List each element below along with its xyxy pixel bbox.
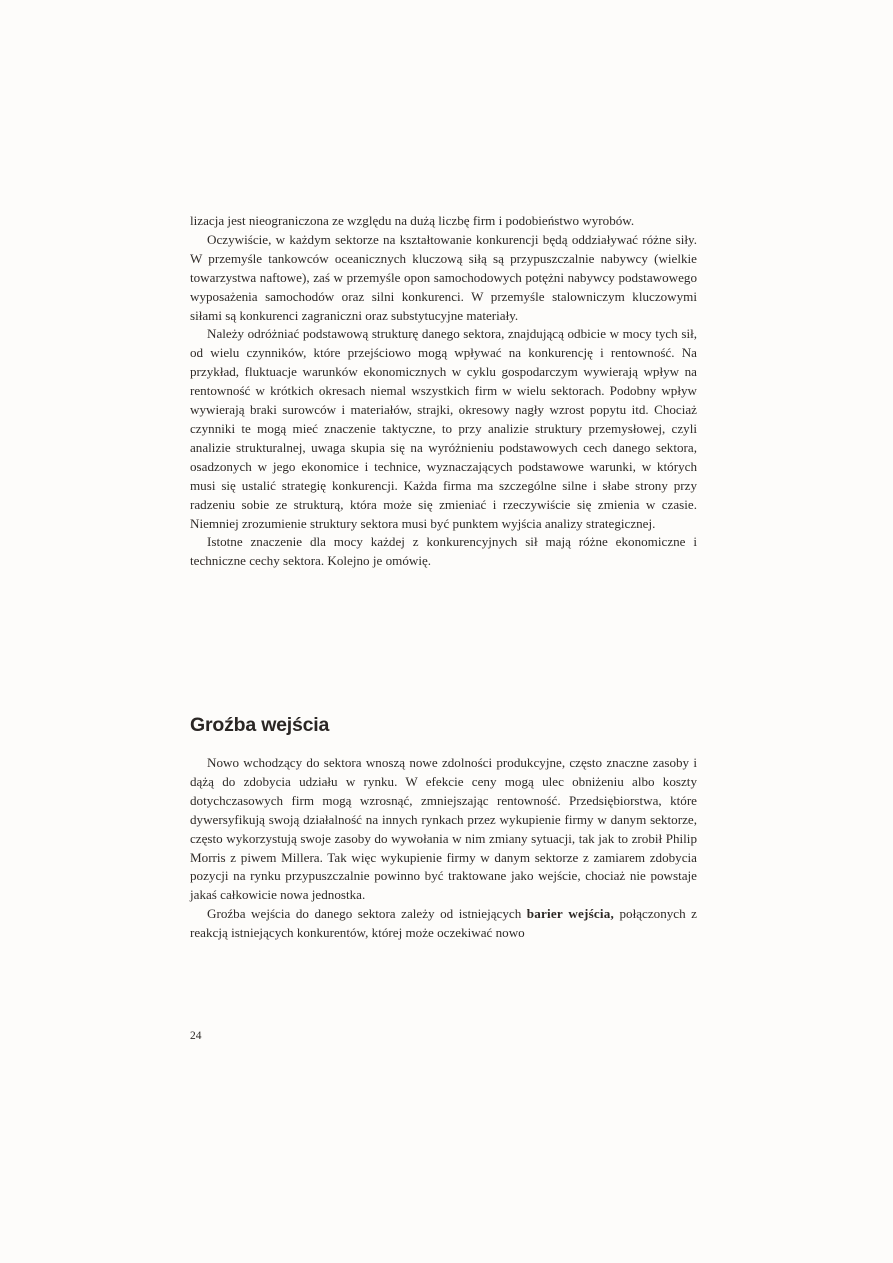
paragraph-entry-barriers [190,905,697,943]
paragraph-new-entrants: Nowo wchodzący do sektora wnoszą nowe zdolności produkcyjne, często znaczne zasoby i dążą do zdobycia udziału w rynku. W efekcie ceny mogą ulec obniżeniu albo koszty dotychczasowych firm mogą wzrosnąć, zmniejszając rentowność. Przedsiębiorstwa, które dywersyfikują swoją działalność na innych rynkach przez wykupienie firmy w danym sektorze, często wykorzystują swoje zasoby do wywołania w nim zmiany sytuacji, tak jak to zrobił Philip Morris z piwem Millera. Tak więc wykupienie firmy w danym sektorze z zamiarem zdobycia pozycji na rynku przypuszczalnie powinno być traktowane jako wejście, chociaż nie powstaje jakaś całkowicie nowa jednostka. [190,755,697,903]
paragraph-features: Istotne znaczenie dla mocy każdej z konkurencyjnych sił mają różne ekonomiczne i techniczne cechy sektora. Kolejno je omówię. [190,534,697,569]
paragraph-forces: Oczywiście, w każdym sektorze na kształtowanie konkurencji będą oddziaływać różne siły. W przemyśle tankowców oceanicznych kluczową siłą są przypuszczalnie nabywcy (wielkie towarzystwa naftowe), zaś w przemyśle opon samochodowych potężni nabywcy podstawowego wyposażenia samochodów oraz silni konkurenci. W przemyśle stalowniczym kluczowymi siłami są konkurenci zagraniczni oraz substytucyjne materiały. [190,231,697,323]
paragraph-continuation: lizacja jest nieograniczona ze względu na dużą liczbę firm i podobieństwo wyrobów. [190,213,635,228]
top-text-block [190,212,697,571]
paragraph-structure: Należy odróżniać podstawową strukturę danego sektora, znajdującą odbicie w mocy tych sił, od wielu czynników, które przejściowo mogą wpływać na konkurencję i rentowność. Na przykład, fluktuacje warunków ekonomicznych w cyklu gospodarczym wywierają wpływ na rentowność w krótkich okresach niemal wszystkich firm w wielu sektorach. Podobny wpływ wywierają braki surowców i materiałów, strajki, okresowy nagły wzrost popytu itd. Chociaż czynniki te mogą mieć znaczenie taktyczne, to przy analizie struktury przemysłowej, czyli analizie strukturalnej, uwaga skupia się na wyróżnieniu podstawowych cech danego sektora, osadzonych w jego ekonomice i technice, wyznaczających podstawowe warunki, w których musi się ustalić strategię konkurencji. Każda firma ma szczególne silne i słabe strony przy radzeniu sobie ze strukturą, która może się zmieniać i rzeczywiście się zmienia w czasie. Niemniej zrozumienie struktury sektora musi być punktem wyjścia analizy strategicznej. [190,326,697,531]
bottom-text-block [190,754,697,943]
barriers-term: barier wejścia, [526,906,614,922]
section-heading: Groźba wejścia [190,714,330,736]
barriers-text-before: Groźba wejścia do danego sektora zależy od istniejących [207,906,527,922]
page-number: 24 [190,1030,202,1042]
barriers-text-after: połączonych z reakcją istniejących konkurentów, której może oczekiwać nowo [190,906,697,941]
